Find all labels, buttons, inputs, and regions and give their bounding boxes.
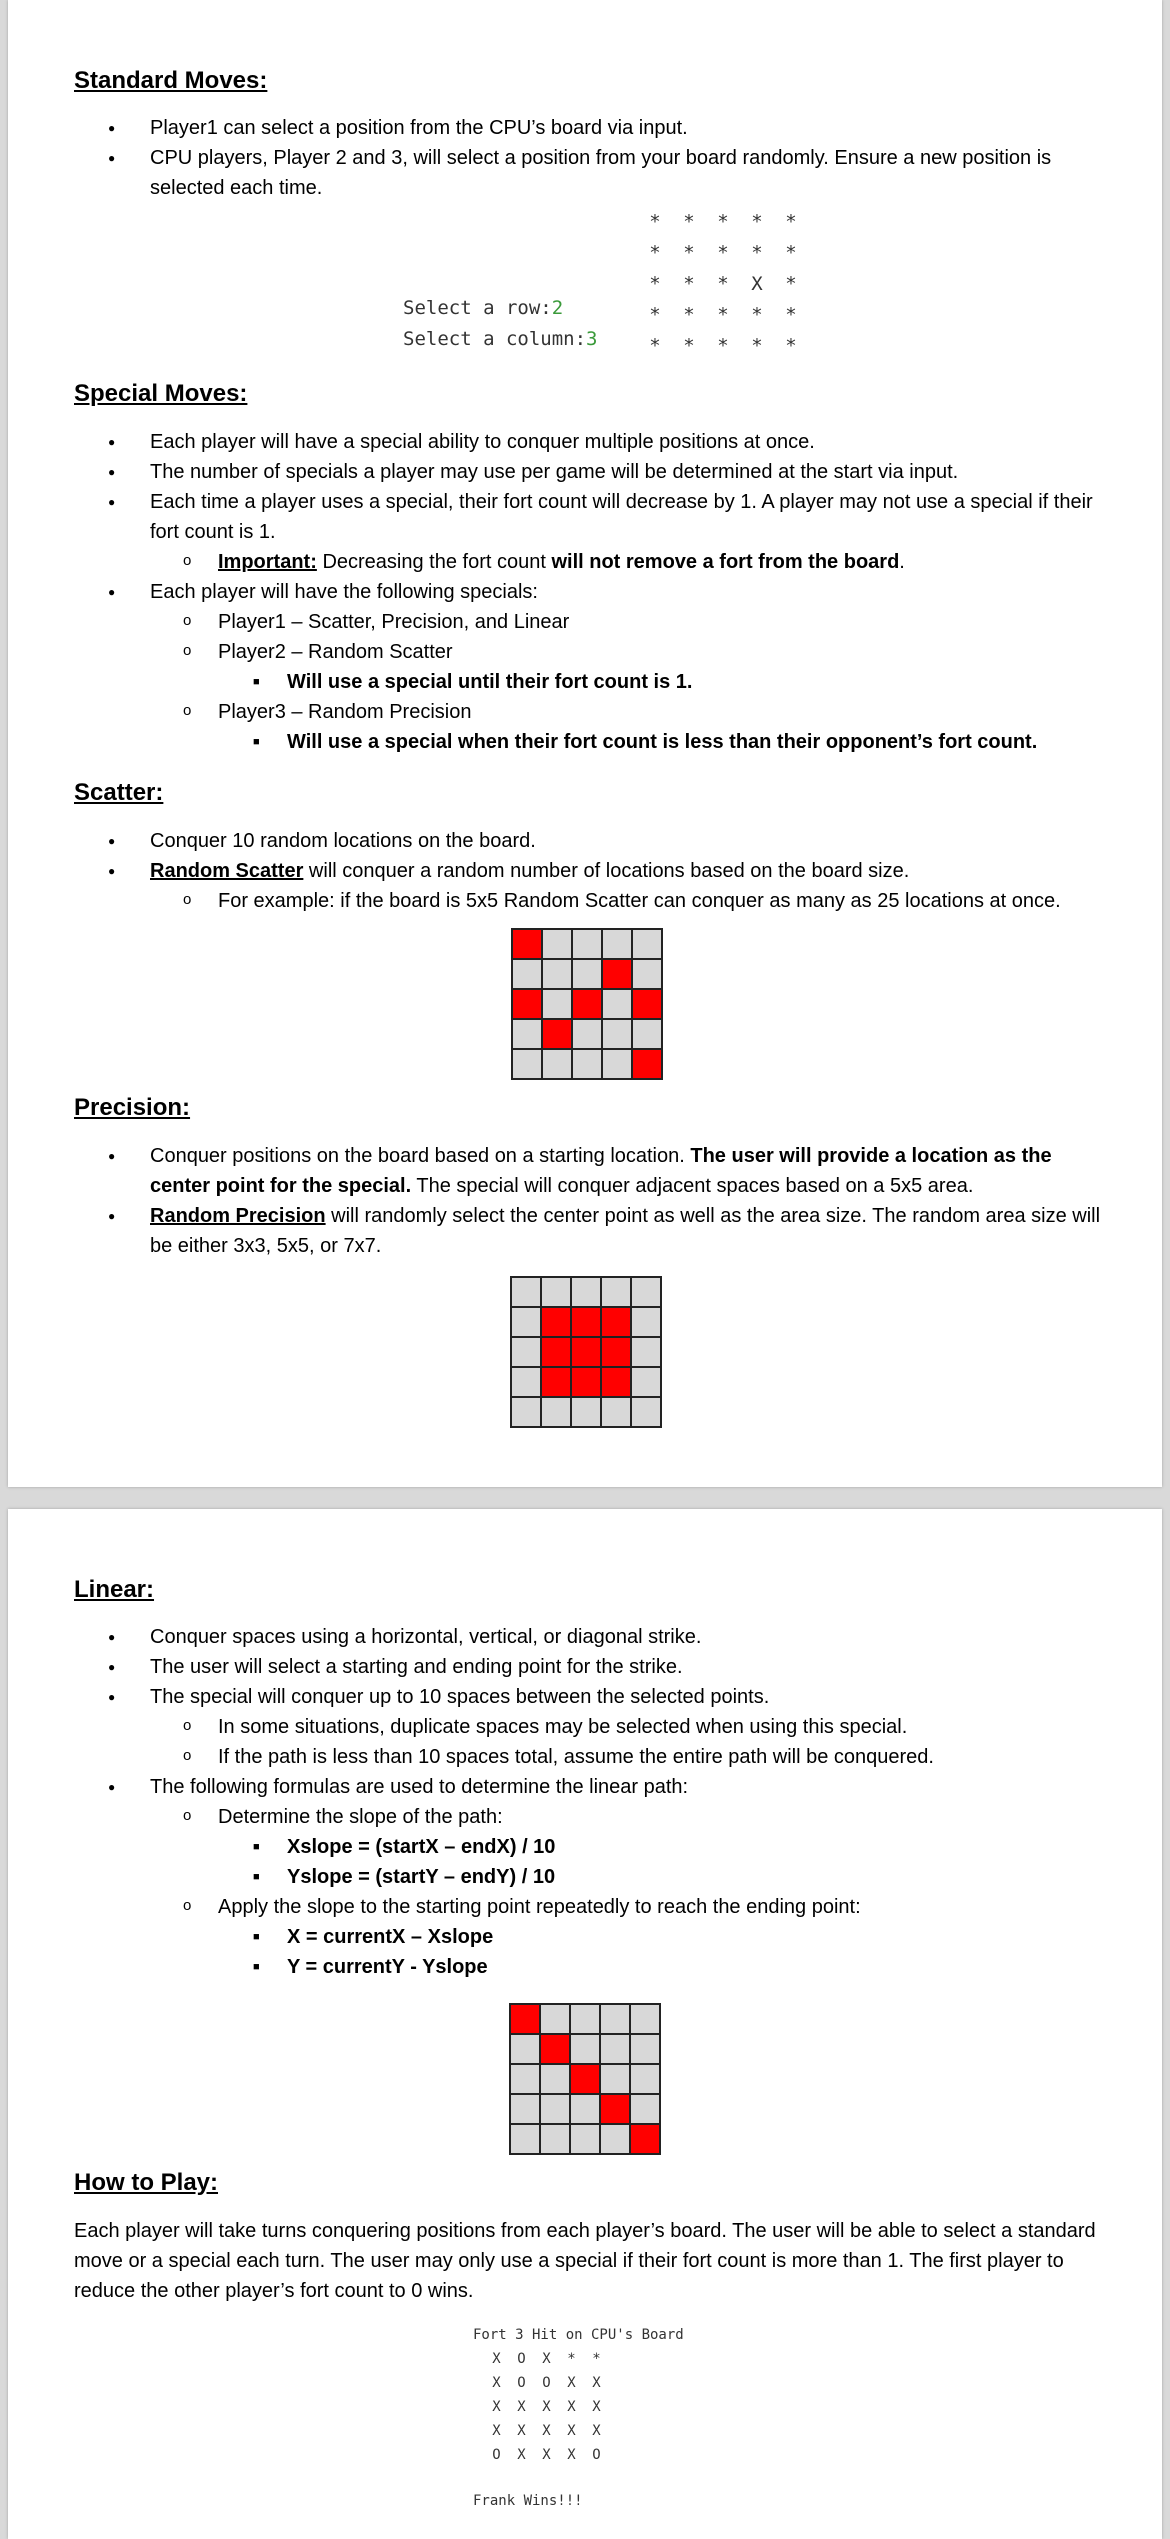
- empty-cell: [543, 930, 571, 958]
- board-cell: *: [785, 335, 797, 357]
- board-cell: O: [517, 2375, 526, 2391]
- conquered-cell: [571, 2065, 599, 2093]
- board-cell: *: [649, 273, 661, 295]
- player2-specials: o Player2 – Random Scatter: [74, 637, 1114, 667]
- conquered-cell: [542, 1308, 570, 1336]
- formula-xslope: ■ Xslope = (startX – endX) / 10: [74, 1832, 1114, 1862]
- empty-cell: [543, 1050, 571, 1078]
- board-row: [638, 269, 808, 300]
- empty-cell: [632, 1278, 660, 1306]
- conquered-cell: [631, 2125, 659, 2153]
- empty-cell: [513, 1050, 541, 1078]
- player3-specials: o Player3 – Random Precision: [74, 697, 1114, 727]
- formula-x: ■ X = currentX – Xslope: [74, 1922, 1114, 1952]
- board-cell: X: [517, 2423, 526, 2439]
- board-row: [484, 2419, 609, 2443]
- list-item: ● Random Precision will randomly select the center point as well as the area size. The random area size will be either 3x3, 5x5, or 7x7.: [74, 1201, 1114, 1261]
- player2-rule: ■ Will use a special until their fort count is 1.: [74, 667, 1114, 697]
- empty-cell: [631, 2095, 659, 2123]
- list-item: o For example: if the board is 5x5 Random Scatter can conquer as many as 25 locations at once.: [74, 886, 1114, 916]
- board-cell: *: [683, 242, 695, 264]
- empty-cell: [542, 1278, 570, 1306]
- board-cell: X: [567, 2447, 576, 2463]
- board-row: [638, 238, 808, 269]
- board-cell: X: [542, 2351, 551, 2367]
- empty-cell: [512, 1368, 540, 1396]
- column-value: 3: [586, 328, 598, 350]
- empty-cell: [633, 1020, 661, 1048]
- precision-grid: [510, 1276, 662, 1428]
- board-cell: *: [717, 242, 729, 264]
- empty-cell: [512, 1308, 540, 1336]
- empty-cell: [541, 2125, 569, 2153]
- standard-moves-list: [74, 113, 1114, 203]
- linear-grid: [509, 2003, 661, 2155]
- empty-cell: [542, 1398, 570, 1426]
- empty-cell: [602, 1278, 630, 1306]
- empty-cell: [602, 1398, 630, 1426]
- board-cell: *: [567, 2351, 576, 2367]
- empty-cell: [603, 1020, 631, 1048]
- document-page-1: [8, 0, 1162, 1487]
- empty-cell: [603, 930, 631, 958]
- empty-cell: [631, 2035, 659, 2063]
- conquered-cell: [541, 2035, 569, 2063]
- board-cell: O: [492, 2447, 501, 2463]
- empty-cell: [571, 2125, 599, 2153]
- conquered-cell: [633, 1050, 661, 1078]
- list-item: ● Each player will have the following specials:: [74, 577, 1114, 607]
- empty-cell: [571, 2095, 599, 2123]
- column-prompt: Select a column:: [403, 328, 587, 350]
- list-item: o Determine the slope of the path:: [74, 1802, 1114, 1832]
- board-cell: *: [785, 211, 797, 233]
- conquered-cell: [572, 1368, 600, 1396]
- board-cell: *: [683, 273, 695, 295]
- empty-cell: [573, 1050, 601, 1078]
- board-cell: *: [751, 304, 763, 326]
- empty-cell: [632, 1308, 660, 1336]
- board-cell: *: [717, 211, 729, 233]
- list-item: ● Player1 can select a position from the CPU’s board via input.: [74, 113, 1114, 143]
- board-cell: X: [517, 2447, 526, 2463]
- special-moves-list: [74, 427, 1114, 757]
- list-item: o Apply the slope to the starting point repeatedly to reach the ending point:: [74, 1892, 1114, 1922]
- list-item: ● Random Scatter will conquer a random number of locations based on the board size.: [74, 856, 1114, 886]
- precision-list: [74, 1141, 1114, 1261]
- board-cell: *: [683, 211, 695, 233]
- list-item: o In some situations, duplicate spaces may be selected when using this special.: [74, 1712, 1114, 1742]
- list-item: ● The user will select a starting and ending point for the strike.: [74, 1652, 1114, 1682]
- board-cell: *: [592, 2351, 601, 2367]
- conquered-cell: [572, 1308, 600, 1336]
- empty-cell: [601, 2125, 629, 2153]
- scatter-list: [74, 826, 1114, 916]
- empty-cell: [541, 2005, 569, 2033]
- special-moves-heading: Special Moves:: [74, 380, 248, 407]
- board-row: [638, 331, 808, 362]
- formula-y: ■ Y = currentY - Yslope: [74, 1952, 1114, 1982]
- conquered-cell: [602, 1308, 630, 1336]
- list-item: o If the path is less than 10 spaces total, assume the entire path will be conquered.: [74, 1742, 1114, 1772]
- empty-cell: [631, 2065, 659, 2093]
- empty-cell: [543, 960, 571, 988]
- linear-list: [74, 1622, 1114, 1982]
- board-cell: X: [542, 2447, 551, 2463]
- empty-cell: [541, 2095, 569, 2123]
- board-cell: *: [785, 273, 797, 295]
- conquered-cell: [602, 1368, 630, 1396]
- empty-cell: [633, 930, 661, 958]
- board-cell: X: [492, 2375, 501, 2391]
- board-cell: X: [492, 2399, 501, 2415]
- conquered-cell: [511, 2005, 539, 2033]
- conquered-cell: [513, 990, 541, 1018]
- board-cell: *: [649, 211, 661, 233]
- empty-cell: [511, 2125, 539, 2153]
- empty-cell: [573, 930, 601, 958]
- how-to-play-heading: How to Play:: [74, 2169, 219, 2196]
- standard-board: [638, 207, 808, 362]
- list-item: ● The following formulas are used to determine the linear path:: [74, 1772, 1114, 1802]
- empty-cell: [511, 2035, 539, 2063]
- conquered-cell: [603, 960, 631, 988]
- board-cell: *: [751, 242, 763, 264]
- board-row: [484, 2371, 609, 2395]
- conquered-cell: [543, 1020, 571, 1048]
- board-cell: *: [717, 335, 729, 357]
- player3-rule: ■ Will use a special when their fort count is less than their opponent’s fort count.: [74, 727, 1114, 757]
- empty-cell: [513, 1020, 541, 1048]
- board-cell: O: [542, 2375, 551, 2391]
- board-cell: *: [683, 335, 695, 357]
- board-cell: *: [751, 335, 763, 357]
- board-cell: *: [717, 273, 729, 295]
- empty-cell: [571, 2005, 599, 2033]
- empty-cell: [601, 2065, 629, 2093]
- row-value: 2: [551, 297, 564, 319]
- empty-cell: [543, 990, 571, 1018]
- list-item: ● The number of specials a player may use per game will be determined at the start via input.: [74, 457, 1114, 487]
- console-title: Fort 3 Hit on CPU's Board: [473, 2327, 684, 2343]
- conquered-cell: [513, 930, 541, 958]
- conquered-cell: [573, 990, 601, 1018]
- empty-cell: [511, 2065, 539, 2093]
- list-item: ● Conquer spaces using a horizontal, vertical, or diagonal strike.: [74, 1622, 1114, 1652]
- board-cell: O: [517, 2351, 526, 2367]
- conquered-cell: [602, 1338, 630, 1366]
- empty-cell: [603, 1050, 631, 1078]
- empty-cell: [573, 1020, 601, 1048]
- board-row: [484, 2347, 609, 2371]
- formula-yslope: ■ Yslope = (startY – endY) / 10: [74, 1862, 1114, 1892]
- list-item: ● Conquer positions on the board based on a starting location. The user will provide a location as the center point for the special. The special will conquer adjacent spaces based on a 5x5 area.: [74, 1141, 1114, 1201]
- board-cell: X: [567, 2399, 576, 2415]
- list-item: ● Each time a player uses a special, their fort count will decrease by 1. A player may not use a special if their fort count is 1.: [74, 487, 1114, 547]
- empty-cell: [601, 2035, 629, 2063]
- board-row: [638, 300, 808, 331]
- empty-cell: [512, 1338, 540, 1366]
- board-cell: X: [542, 2423, 551, 2439]
- standard-moves-heading: Standard Moves:: [74, 67, 268, 94]
- how-to-play-text: Each player will take turns conquering positions from each player’s board. The user will be able to select a standard move or a special each turn. The user may only use a special if their fort count is more than 1. The first player to reduce the other player’s fort count to 0 wins.: [74, 2220, 1096, 2302]
- linear-heading: Linear:: [74, 1576, 155, 1603]
- empty-cell: [603, 990, 631, 1018]
- conquered-cell: [542, 1338, 570, 1366]
- board-cell: X: [492, 2423, 501, 2439]
- board-cell: *: [785, 242, 797, 264]
- list-item: ● Each player will have a special ability to conquer multiple positions at once.: [74, 427, 1114, 457]
- board-cell: X: [567, 2423, 576, 2439]
- cpu-board: [484, 2347, 609, 2467]
- list-item: ● The special will conquer up to 10 spaces between the selected points.: [74, 1682, 1114, 1712]
- board-cell: *: [785, 304, 797, 326]
- empty-cell: [513, 960, 541, 988]
- important-note: o Important: Decreasing the fort count will not remove a fort from the board.: [74, 547, 1114, 577]
- board-cell: X: [751, 273, 763, 295]
- list-item: ● CPU players, Player 2 and 3, will select a position from your board randomly. Ensure a new position is selected each time.: [74, 143, 1114, 203]
- empty-cell: [632, 1398, 660, 1426]
- scatter-heading: Scatter:: [74, 779, 164, 806]
- empty-cell: [512, 1398, 540, 1426]
- empty-cell: [573, 960, 601, 988]
- conquered-cell: [633, 990, 661, 1018]
- empty-cell: [572, 1398, 600, 1426]
- board-cell: X: [592, 2375, 601, 2391]
- board-cell: *: [683, 304, 695, 326]
- empty-cell: [571, 2035, 599, 2063]
- board-row: [484, 2395, 609, 2419]
- board-cell: X: [517, 2399, 526, 2415]
- list-item: ● Conquer 10 random locations on the board.: [74, 826, 1114, 856]
- empty-cell: [572, 1278, 600, 1306]
- board-cell: *: [649, 335, 661, 357]
- empty-cell: [512, 1278, 540, 1306]
- board-row: [638, 207, 808, 238]
- empty-cell: [632, 1368, 660, 1396]
- empty-cell: [511, 2095, 539, 2123]
- board-cell: X: [492, 2351, 501, 2367]
- board-cell: X: [592, 2399, 601, 2415]
- board-cell: *: [649, 304, 661, 326]
- precision-heading: Precision:: [74, 1094, 191, 1121]
- board-cell: X: [542, 2399, 551, 2415]
- player1-specials: o Player1 – Scatter, Precision, and Linear: [74, 607, 1114, 637]
- conquered-cell: [542, 1368, 570, 1396]
- empty-cell: [541, 2065, 569, 2093]
- board-cell: X: [567, 2375, 576, 2391]
- board-cell: *: [751, 211, 763, 233]
- empty-cell: [601, 2005, 629, 2033]
- document-page-2: [8, 1509, 1162, 2539]
- conquered-cell: [601, 2095, 629, 2123]
- board-cell: *: [649, 242, 661, 264]
- board-cell: O: [592, 2447, 601, 2463]
- board-row: [484, 2443, 609, 2467]
- empty-cell: [632, 1338, 660, 1366]
- board-cell: *: [717, 304, 729, 326]
- console-input-example: [403, 293, 597, 355]
- empty-cell: [631, 2005, 659, 2033]
- row-prompt: Select a row:: [403, 297, 552, 319]
- scatter-grid: [511, 928, 663, 1080]
- conquered-cell: [572, 1338, 600, 1366]
- winner-message: Frank Wins!!!: [473, 2493, 583, 2509]
- empty-cell: [633, 960, 661, 988]
- board-cell: X: [592, 2423, 601, 2439]
